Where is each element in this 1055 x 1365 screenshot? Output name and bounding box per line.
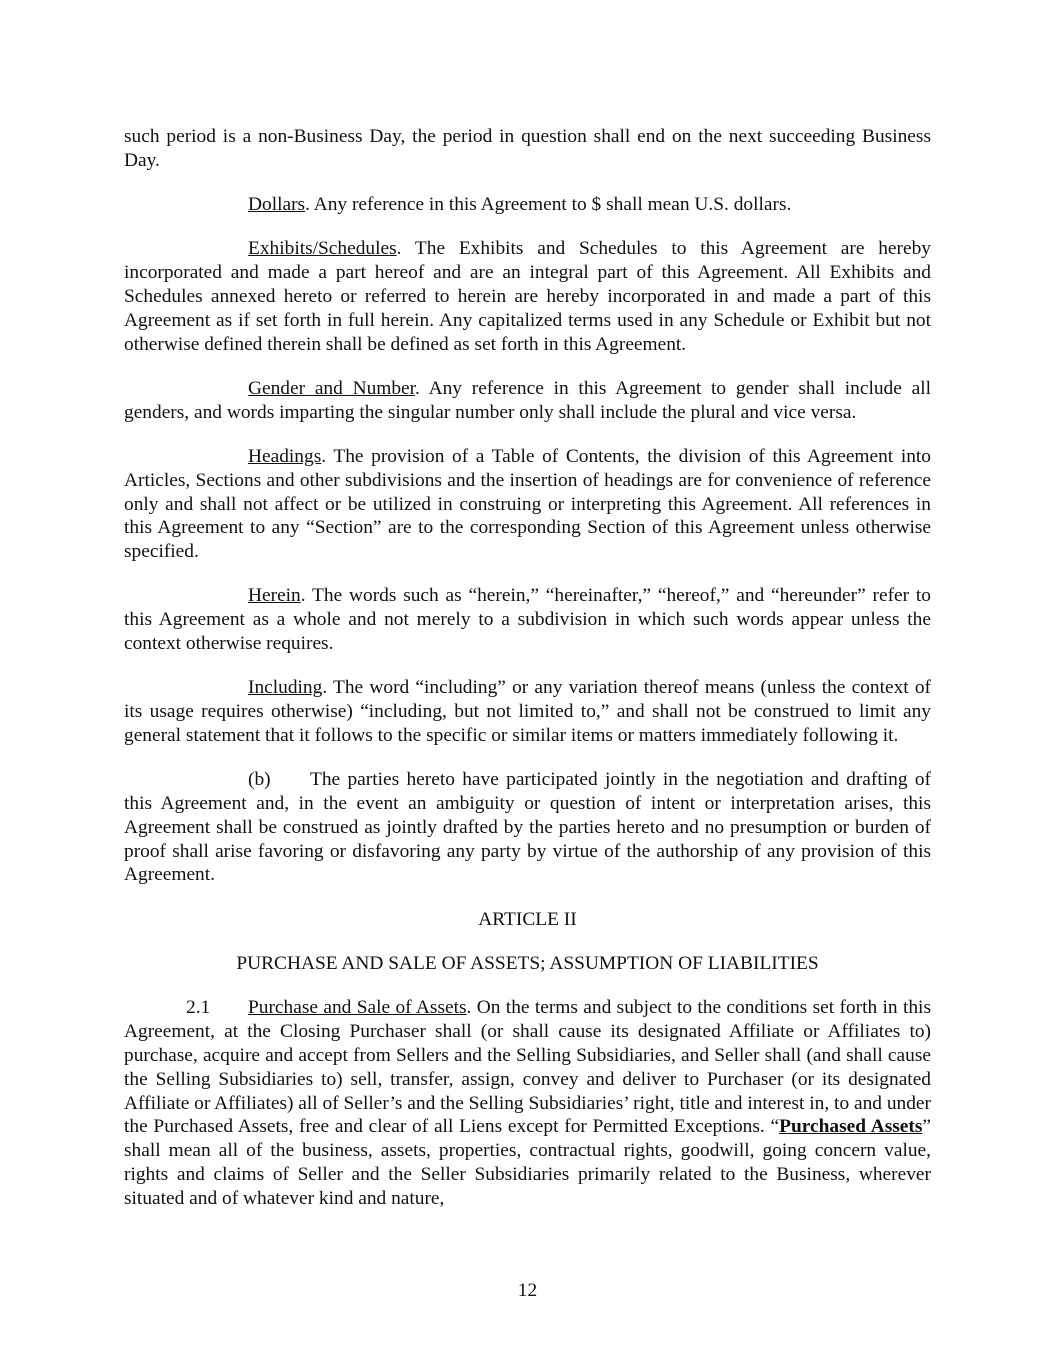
article-title: PURCHASE AND SALE OF ASSETS; ASSUMPTION OF LIABILITIES: [236, 953, 819, 975]
definition-dollars: [124, 193, 931, 217]
definition-text: . The word “including” or any variation thereof means (unless the context of its usage requires otherwise) “including, but not limited to,” and shall not be construed to limit any general statement that it follows to the specific or similar items or matters immediately following it.: [124, 677, 931, 746]
definition-text: . The provision of a Table of Contents, the division of this Agreement into Articles, Sections and other subdivisions and the insertion of headings are for convenience of reference only and shall not affect or be utilized in construing or interpreting this Agreement. All references in this Agreement to any “Section” are to the corresponding Section of this Agreement unless otherwise specified.: [124, 445, 931, 563]
continuation-paragraph: such period is a non-Business Day, the period in question shall end on the next succeeding Business Day.: [124, 126, 931, 171]
section-number: 2.1: [186, 997, 211, 1019]
paragraph-label: (b): [248, 769, 271, 791]
definition-exhibits-schedules: [124, 237, 931, 356]
paragraph-text: The parties hereto have participated jointly in the negotiation and drafting of this Agreement and, in the event an ambiguity or question of intent or interpretation arises, this Agreement shall be construed as jointly drafted by the parties hereto and no presumption or burden of proof shall arise favoring or disfavoring any party by virtue of the authorship of any provision of this Agreement.: [124, 769, 931, 886]
definition-term: Exhibits/Schedules: [248, 238, 397, 260]
definition-text: . The Exhibits and Schedules to this Agreement are hereby incorporated and made a part hereof and are an integral part of this Agreement. All Exhibits and Schedules annexed hereto or referred to herein are hereby incorporated in and made a part of this Agreement as if set forth in full herein. Any capitalized terms used in any Schedule or Exhibit but not otherwise defined therein shall be defined as set forth in this Agreement.: [124, 238, 931, 355]
section-text-after: ” shall mean all of the business, assets, properties, contractual rights, goodwill, going concern value, rights and claims of Seller and the Seller Subsidiaries primarily related to the Business, wherever situated and of whatever kind and nature,: [124, 1116, 932, 1209]
paragraph-b: [124, 768, 931, 887]
definition-including: [124, 676, 931, 747]
definition-headings: [124, 445, 931, 564]
section-heading: Purchase and Sale of Assets: [248, 997, 467, 1019]
definition-gender-number: [124, 377, 931, 425]
document-page: [124, 125, 931, 1231]
definition-term: Gender and Number: [248, 377, 416, 399]
page-number: 12: [517, 1280, 538, 1301]
article-number: ARTICLE II: [478, 908, 577, 930]
section-2-1: [124, 996, 931, 1210]
defined-term: Purchased Assets: [779, 1116, 923, 1138]
definition-text: . Any reference in this Agreement to $ shall mean U.S. dollars.: [305, 194, 792, 216]
definition-text: . Any reference in this Agreement to gender shall include all genders, and words imparting the singular number only shall include the plural and vice versa.: [124, 377, 931, 423]
definition-term: Including: [248, 677, 323, 699]
definition-term: Herein: [248, 585, 301, 607]
definition-text: . The words such as “herein,” “hereinafter,” “hereof,” and “hereunder” refer to this Agreement as a whole and not merely to a subdivision in which such words appear unless the context otherwise requires.: [124, 585, 931, 655]
section-text-before: . On the terms and subject to the conditions set forth in this Agreement, at the Closing Purchaser shall (or shall cause its designated Affiliate or Affiliates to) purchase, acquire and accept from Sellers and the Selling Subsidiaries, and Seller shall (and shall cause the Selling Subsidiaries to) sell, transfer, assign, convey and deliver to Purchaser (or its designated Affiliate or Affiliates) all of Seller’s and the Selling Subsidiaries’ right, title and interest in, to and under the Purchased Assets, free and clear of all Liens except for Permitted Exceptions. “: [124, 997, 931, 1138]
definition-term: Dollars: [248, 194, 306, 216]
definition-herein: [124, 584, 931, 655]
definition-term: Headings: [248, 445, 322, 467]
